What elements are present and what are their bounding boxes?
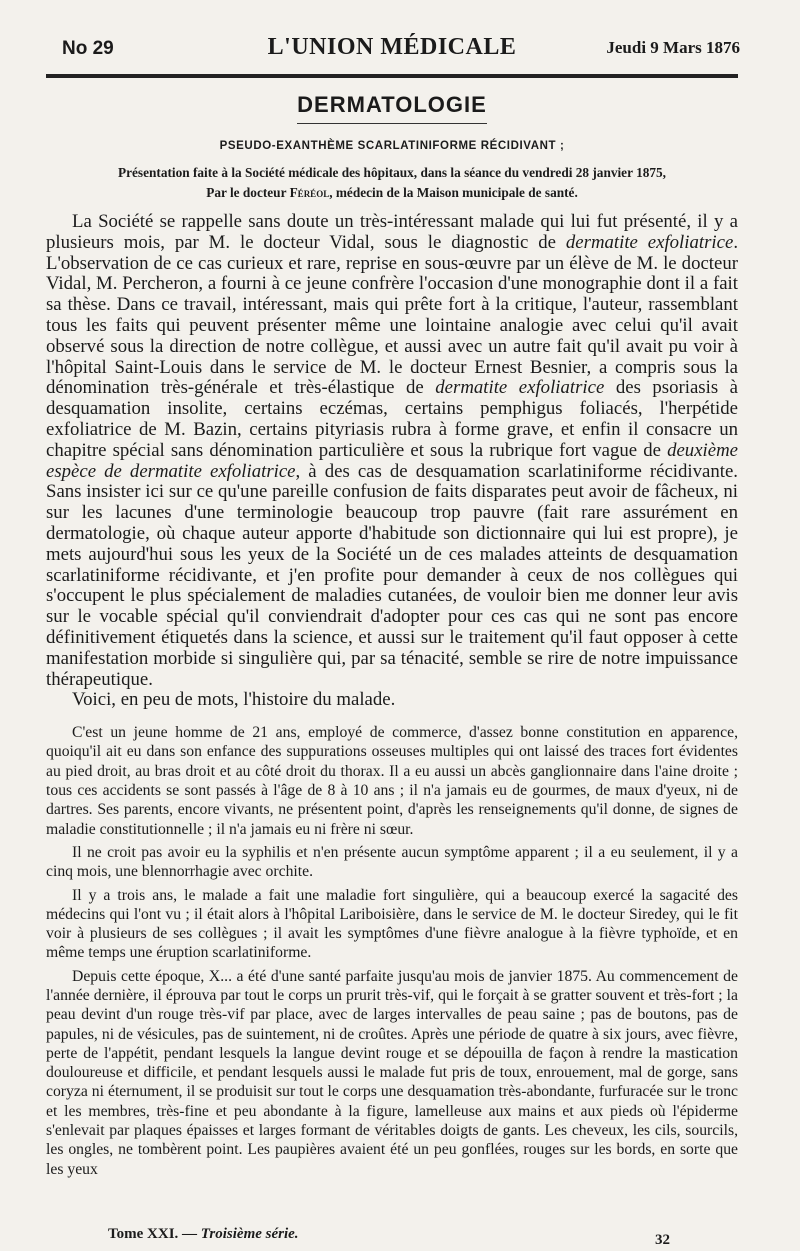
text-run: , à des cas de desquamation scarlatiniforme récidivante. Sans insister ici sur ce qu'une pareille confusion de faits disparates peut avoir de fâcheux, ni sur les lacunes d'une terminologie beaucoup trop pauvre (fait rare assurément en dermatologie, où chaque auteur apporte d'habitude son dictionnaire qui lui est propre), je mets aujourd'hui sous les yeux de la Société un de ces malades atteints de desquamation scarlatiniforme récidivante, et j'en profite pour demander à ceux de nos collègues qui s'occupent le plus spécialement de maladies cutanées, de vouloir bien me donner leur avis sur le vocable spécial qu'il conviendrait d'adopter pour ces cas qui ne sont pas encore définitivement étiquetés dans la science, et aussi sur le traitement qu'il faut opposer à cette manifestation morbide si singulière qui, par sa ténacité, semble se rire de notre impuissance thérapeutique.	[46, 460, 738, 690]
intro-paragraph: Voici, en peu de mots, l'histoire du malade.	[72, 689, 396, 711]
series-label: Troisième série.	[200, 1226, 299, 1242]
text-run: . L'observation de ce cas curieux et rare, reprise en sous-œuvre par un élève de M. le docteur Vidal, M. Percheron, a fourni à ce jeune confrère l'occasion d'une monographie dont il a fait sa thèse. Dans ce travail, intéressant, mais qui prête fort à la critique, l'auteur, rassemblant tous les faits qui peuvent présenter même une lointaine analogie avec celui qu'il avait observé sous la direction de notre collègue, et aussi avec un autre fait qu'il avait pu voir à l'hôpital Saint-Louis dans le service de M. le docteur Ernest Besnier, a compris sous la dénomination très-générale et très-élastique de	[46, 231, 739, 399]
intro-text	[46, 212, 738, 711]
italic-term: deuxième espèce de dermatite exfoliatrice	[46, 439, 738, 482]
issue-number: No 29	[62, 38, 114, 59]
presentation-line-1: Présentation faite à la Société médicale des hôpitaux, dans la séance du vendredi 28 janvier 1875,	[118, 165, 666, 180]
author-name: Féréol	[289, 185, 330, 200]
article-title: PSEUDO-EXANTHÈME SCARLATINIFORME RÉCIDIVANT ;	[219, 140, 565, 152]
body-paragraph: C'est un jeune homme de 21 ans, employé de commerce, d'assez bonne constitution en apparence, quoiqu'il ait eu dans son enfance des suppurations osseuses multiples qui ont laissé des traces fort évidentes au pied droit, au bras droit et au côté droit du thorax. Il a eu aussi un abcès ganglionnaire dans l'aine droite ; tous ces accidents se sont passés à l'âge de 8 à 10 ans ; il n'a jamais eu de gourmes, de maux d'yeux, ni de dartres. Ses parents, encore vivants, ne présentent point, d'après les renseignements qu'il donne, de signes de maladie constitutionnelle ; il n'a jamais eu ni frère ni sœur.	[46, 724, 738, 838]
case-history-text	[46, 723, 738, 1179]
masthead-rule	[46, 74, 738, 78]
italic-term: dermatite exfoliatrice	[435, 377, 605, 399]
section-rule	[297, 123, 487, 124]
presentation-suffix: , médecin de la Maison municipale de santé.	[329, 185, 578, 200]
body-paragraph: Il y a trois ans, le malade a fait une maladie fort singulière, qui a beaucoup exercé la sagacité des médecins qui l'ont vu ; il était alors à l'hôpital Lariboisière, dans le service de M. le docteur Siredey, qui le fit voir à plusieurs de ses collègues ; il avait les symptômes d'une fièvre analogue à la fièvre typhoïde, et en même temps une éruption scarlatiniforme.	[46, 886, 738, 962]
text-run: des psoriasis à desquamation insolite, certains eczémas, certains pemphigus foliacés, l'herpétide exfoliatrice de M. Bazin, certains pityriasis rubra à forme grave, et enfin il consacre un chapitre spécial sans dénomination particulière et sous la rubrique fort vague de	[46, 377, 738, 461]
text-run: La Société se rappelle sans doute un très-intéressant malade qui lui fut présenté, il y a plusieurs mois, par M. le docteur Vidal, sous le diagnostic de	[46, 211, 738, 253]
section-heading: DERMATOLOGIE	[297, 92, 487, 117]
journal-title: L'UNION MÉDICALE	[267, 34, 517, 60]
page-number: 32	[655, 1232, 670, 1248]
masthead	[46, 34, 738, 70]
italic-term: dermatite exfoliatrice	[565, 231, 734, 253]
page-footer	[108, 1226, 738, 1248]
presentation-note	[46, 163, 738, 203]
body-paragraph: Il ne croit pas avoir eu la syphilis et n'en présente aucun symptôme apparent ; il a eu seulement, il y a cinq mois, une blennorrhagie avec orchite.	[46, 843, 738, 881]
presentation-line-2	[46, 183, 738, 203]
body-paragraph: Depuis cette époque, X... a été d'une santé parfaite jusqu'au mois de janvier 1875. Au commencement de l'année dernière, il éprouva par tout le corps un prurit très-vif, qui le forçait à se gratter souvent et très-fort ; la peau devint d'un rouge très-vif par place, avec de larges intervalles de peau saine ; pas de boutons, pas de papules, ni de vésicules, pas de suintement, ni de croûtes. Après une période de quatre à six jours, avec fièvre, perte de l'appétit, pendant lesquels la langue devint rouge et se dépouilla de façon à rendre la mastication douloureuse et difficile, et pendant lesquels aussi le malade fut pris de toux, enrouement, mal de gorge, sans coryza ni éternument, il se produisit sur tout le corps une desquamation très-abondante, furfuracée sur le tronc et les membres, très-fine et peu abondante à la figure, lamelleuse aux mains et aux pieds où l'épiderme s'enlevait par plaques épaisses et larges formant de véritables doigts de gants. Les cheveux, les cils, sourcils, les ongles, ne tombèrent point. Les paupières avaient été un peu gonflées, rouges sur les bords, en sorte que les yeux	[46, 967, 738, 1178]
presentation-prefix: Par le docteur	[206, 185, 290, 200]
tome-label: Tome XXI. —	[108, 1226, 201, 1242]
issue-date: Jeudi 9 Mars 1876	[606, 38, 740, 57]
intro-paragraph	[46, 212, 738, 690]
volume-info	[108, 1226, 299, 1242]
